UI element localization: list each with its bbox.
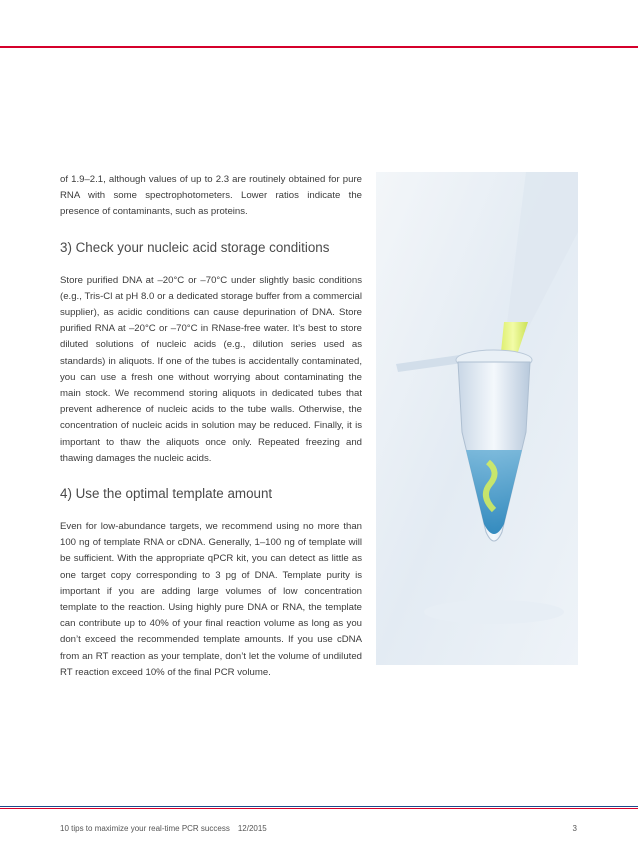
intro-paragraph: of 1.9–2.1, although values of up to 2.3 are routinely obtained for pure RNA with some spectrophotometers. Lower ratios indicate the presence of contaminants, such as proteins. bbox=[60, 174, 362, 218]
top-red-rule bbox=[0, 46, 638, 48]
bottom-blue-rule bbox=[0, 806, 638, 807]
page-number: 3 bbox=[572, 824, 577, 833]
footer-date: 12/2015 bbox=[237, 824, 267, 833]
footer-document-title: 10 tips to maximize your real-time PCR success bbox=[60, 824, 230, 833]
pipette-tube-photo bbox=[376, 172, 578, 665]
footer-title bbox=[60, 824, 267, 833]
section-heading-template-amount: 4) Use the optimal template amount bbox=[60, 486, 273, 502]
section-heading-storage: 3) Check your nucleic acid storage conditions bbox=[60, 239, 330, 255]
section-body-template-amount: Even for low-abundance targets, we recommend using no more than 100 ng of template RNA or cDNA. Generally, 1–100 ng of template will be sufficient. With the appropriate qPCR kit, you can detect as little as one target copy corresponding to 3 pg of DNA. Template purity is important if you are adding large volumes of low concentration template to the reaction. Using highly pure DNA or RNA, the template can contribute up to 40% of your final reaction volume as long as you don’t exceed the recommended template amounts. If you use cDNA from an RT reaction as your template, don’t let the volume of undiluted RT reaction exceed 10% of the final PCR volume. bbox=[60, 521, 362, 678]
bottom-red-rule bbox=[0, 808, 638, 809]
main-text-column bbox=[60, 172, 362, 681]
section-body-storage: Store purified DNA at –20°C or –70°C under slightly basic conditions (e.g., Tris-Cl at pH 8.0 or a dedicated storage buffer from a commercial supplier), as acidic conditions can cause depurination of DNA. Store purified RNA at –20°C or –70°C in RNase-free water. It’s best to store diluted solutions of nucleic acids (e.g., dilution series used as standards) in aliquots. If one of the tubes is accidentally contaminated, you can use a fresh one without worrying about contaminating the main stock. We recommend storing aliquots in dedicated tubes that prevent adherence of nucleic acids to the tube walls. Otherwise, the concentration of nucleic acids in solution may be reduced. Finally, it is important to thaw the aliquots once only. Repeated freezing and thawing damages the nucleic acids. bbox=[60, 274, 362, 464]
